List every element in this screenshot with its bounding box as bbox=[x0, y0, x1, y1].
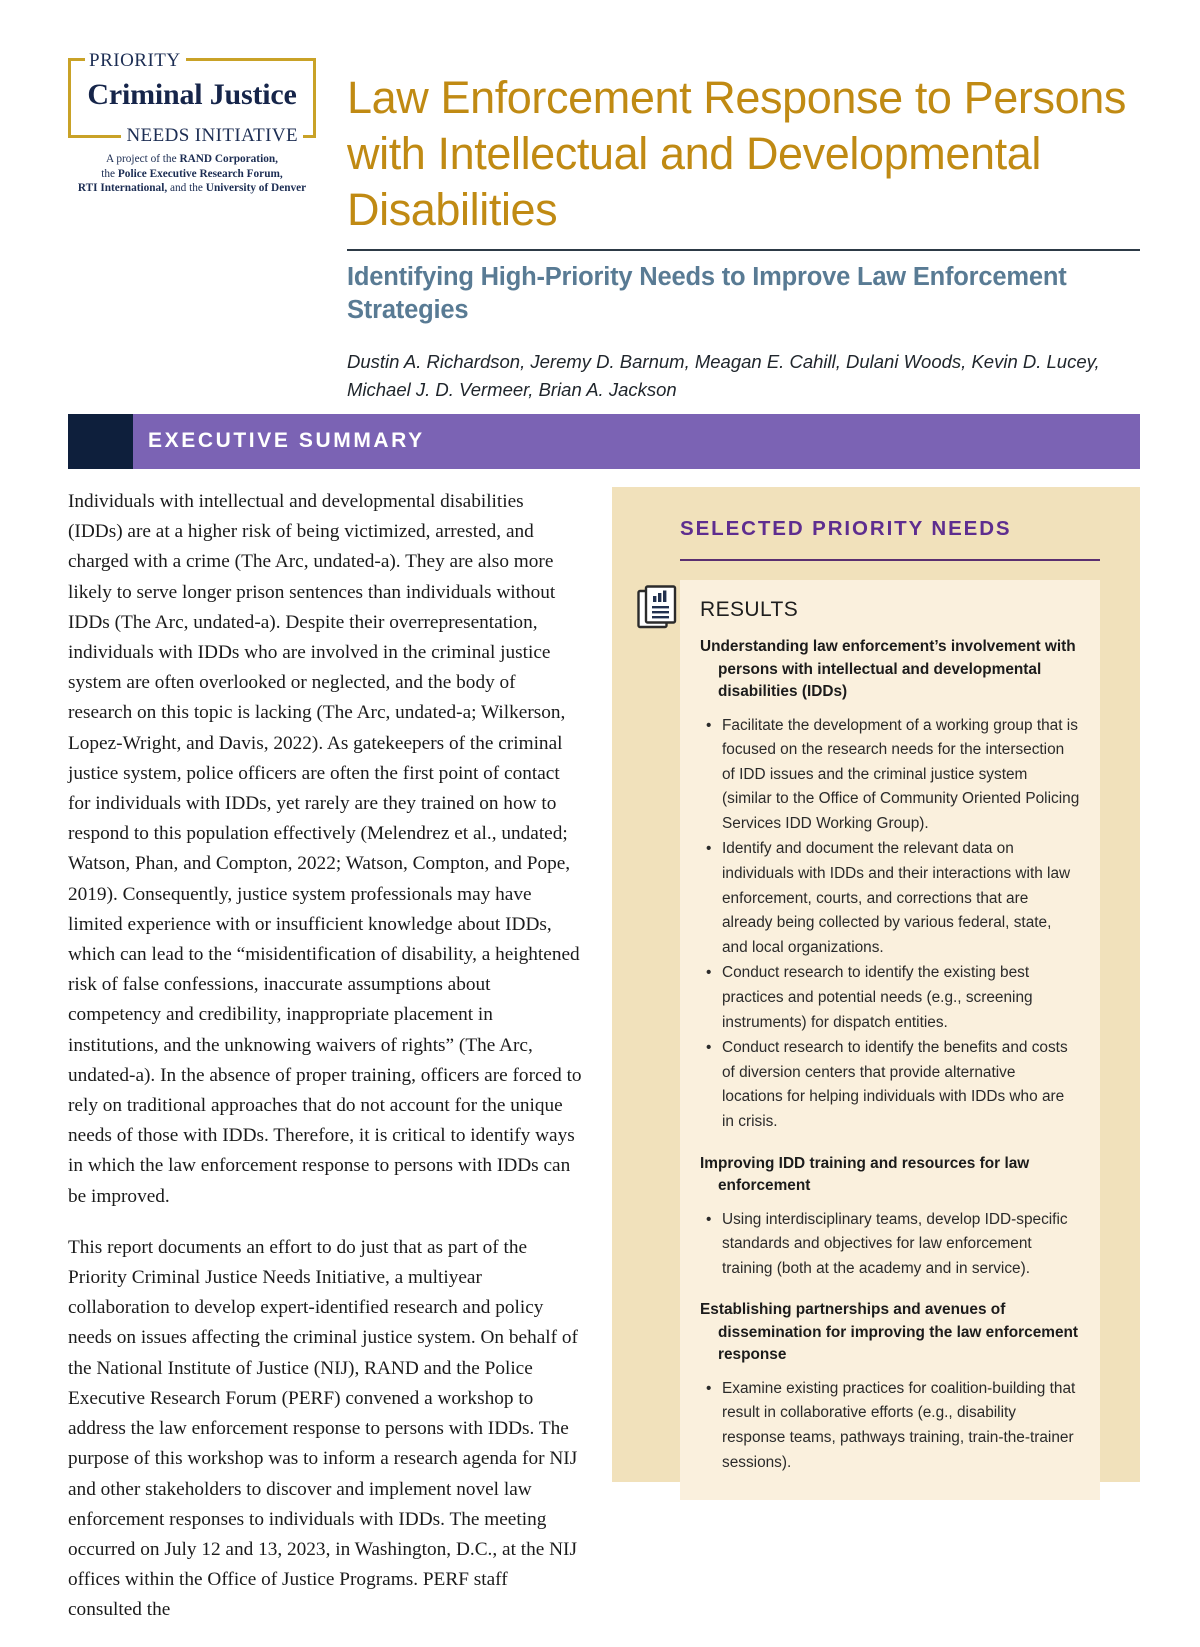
page-subtitle: Identifying High-Priority Needs to Improve Law Enforcement Strategies bbox=[347, 263, 1067, 324]
needs-section-heading: Understanding law enforcement’s involvement with persons with intellectual and developmental disabilities (IDDs) bbox=[700, 638, 1076, 700]
needs-bullet-item bbox=[700, 1208, 1080, 1282]
selected-priority-needs-panel bbox=[612, 487, 1140, 1482]
logo-frame bbox=[68, 50, 316, 146]
priority-criminal-justice-logo bbox=[68, 50, 316, 196]
banner-accent-block bbox=[68, 414, 133, 469]
needs-bullet-text: Using interdisciplinary teams, develop IDD-specific standards and objectives for law enforcement training (both at the academy and in service). bbox=[722, 1210, 1068, 1277]
credit-plain-3: and the bbox=[167, 182, 206, 194]
sidebar-title: SELECTED PRIORITY NEEDS bbox=[680, 517, 1012, 540]
body-paragraph: This report documents an effort to do just that as part of the Priority Criminal Justice Needs Initiative, a multiyear collaboration to develop expert-identified research and policy needs on issues affecting the criminal justice system. On behalf of the National Institute of Justice (NIJ), RAND and the Police Executive Research Forum (PERF) convened a workshop to address the law enforcement response to persons with IDDs. The purpose of this workshop was to inform a research agenda for NIJ and other stakeholders to discover and implement novel law enforcement responses to individuals with IDDs. The meeting occurred on July 12 and 13, 2023, in Washington, D.C., at the NIJ offices within the Office of Justice Programs. PERF staff consulted the bbox=[68, 1236, 578, 1621]
title-divider bbox=[347, 249, 1140, 251]
needs-bullet-item bbox=[700, 714, 1080, 837]
credit-plain-1: A project of the bbox=[106, 153, 180, 165]
bullet-glyph: • bbox=[706, 1039, 712, 1057]
credit-plain-2: the bbox=[101, 167, 118, 180]
bullet-glyph: • bbox=[706, 964, 712, 982]
credit-bold-perf: Police Executive Research Forum, bbox=[117, 167, 283, 180]
needs-section-heading: Establishing partnerships and avenues of dissemination for improving the law enforcement response bbox=[700, 1301, 1079, 1364]
page-title: Law Enforcement Response to Persons with Intellectual and Developmental Disabilities bbox=[347, 72, 1126, 235]
needs-bullet-item bbox=[700, 961, 1080, 1035]
results-card bbox=[680, 580, 1100, 1500]
bullet-glyph: • bbox=[706, 1379, 712, 1397]
results-card-title: RESULTS bbox=[700, 598, 799, 621]
sidebar-divider bbox=[680, 559, 1100, 561]
bullet-glyph: • bbox=[706, 1210, 712, 1228]
needs-bullet-item bbox=[700, 1377, 1080, 1475]
bullet-glyph: • bbox=[706, 840, 712, 858]
credit-bold-denver: University of Denver bbox=[205, 182, 307, 194]
logo-main-text: Criminal Justice bbox=[87, 78, 297, 111]
needs-bullet-text: Conduct research to identify the benefits and costs of diversion centers that provide alternative locations for helping individuals with IDDs who are in crisis. bbox=[722, 1039, 1068, 1130]
needs-bullet-item bbox=[700, 1036, 1080, 1134]
logo-needs-initiative-text: NEEDS INITIATIVE bbox=[121, 125, 303, 147]
body-paragraph: Individuals with intellectual and developmental disabilities (IDDs) are at a higher risk of being victimized, arrested, and charged with a crime (The Arc, undated-a). They are also more likely to serve longer prison sentences than individuals without IDDs (The Arc, undated-a). Despite their overrepresentation, individuals with IDDs who are involved in the criminal justice system are often overlooked or neglected, and the body of research on this topic is lacking (The Arc, undated-a; Wilkerson, Lopez-Wright, and Davis, 2022). As gatekeepers of the criminal justice system, police officers are often the first point of contact for individuals with IDDs, yet rarely are they trained on how to respond to this population effectively (Melendrez et al., undated; Watson, Phan, and Compton, 2022; Watson, Compton, and Pope, 2019). Consequently, justice system professionals may have limited experience with or insufficient knowledge about IDDs, which can lead to the “misidentification of disability, a heightened risk of false confessions, inaccurate assumptions about competency and credibility, inappropriate placement in institutions, and the unknowing waivers of rights” (The Arc, undated-a). In the absence of proper training, officers are forced to rely on traditional approaches that do not account for the unique needs of those with IDDs. Therefore, it is critical to identify ways in which the law enforcement response to persons with IDDs can be improved. bbox=[68, 491, 582, 1207]
needs-bullet-list bbox=[700, 1377, 1080, 1475]
needs-bullet-text: Conduct research to identify the existing best practices and potential needs (e.g., screening instruments) for dispatch entities. bbox=[722, 964, 1033, 1031]
bullet-glyph: • bbox=[706, 716, 712, 734]
executive-summary-body bbox=[68, 487, 582, 1647]
needs-bullet-text: Facilitate the development of a working group that is focused on the research needs for the intersection of IDD issues and the criminal justice system (similar to the Office of Community Oriented Policing Services IDD Working Group). bbox=[722, 716, 1080, 832]
document-header bbox=[0, 0, 1200, 408]
needs-bullet-list bbox=[700, 1208, 1080, 1282]
logo-priority-text: PRIORITY bbox=[85, 50, 186, 72]
executive-summary-banner bbox=[68, 414, 1140, 469]
banner-label: EXECUTIVE SUMMARY bbox=[148, 429, 425, 452]
report-document-icon bbox=[637, 585, 679, 629]
needs-bullet-text: Identify and document the relevant data on individuals with IDDs and their interactions with law enforcement, courts, and corrections that are already being collected by various federal, state, and local organizations. bbox=[722, 840, 1071, 956]
needs-bullet-text: Examine existing practices for coalition-building that result in collaborative efforts (e.g., disability response teams, pathways training, train-the-trainer sessions). bbox=[722, 1379, 1076, 1471]
author-list: Dustin A. Richardson, Jeremy D. Barnum, Meagan E. Cahill, Dulani Woods, Kevin D. Lucey, Michael J. D. Vermeer, Brian A. Jackson bbox=[347, 351, 1100, 400]
credit-bold-rti: RTI International, bbox=[77, 182, 168, 194]
needs-bullet-item bbox=[700, 837, 1080, 960]
needs-bullet-list bbox=[700, 714, 1080, 1135]
logo-credit-line bbox=[68, 152, 316, 196]
credit-bold-rand: RAND Corporation, bbox=[179, 153, 278, 165]
needs-section-heading: Improving IDD training and resources for law enforcement bbox=[700, 1154, 1030, 1195]
